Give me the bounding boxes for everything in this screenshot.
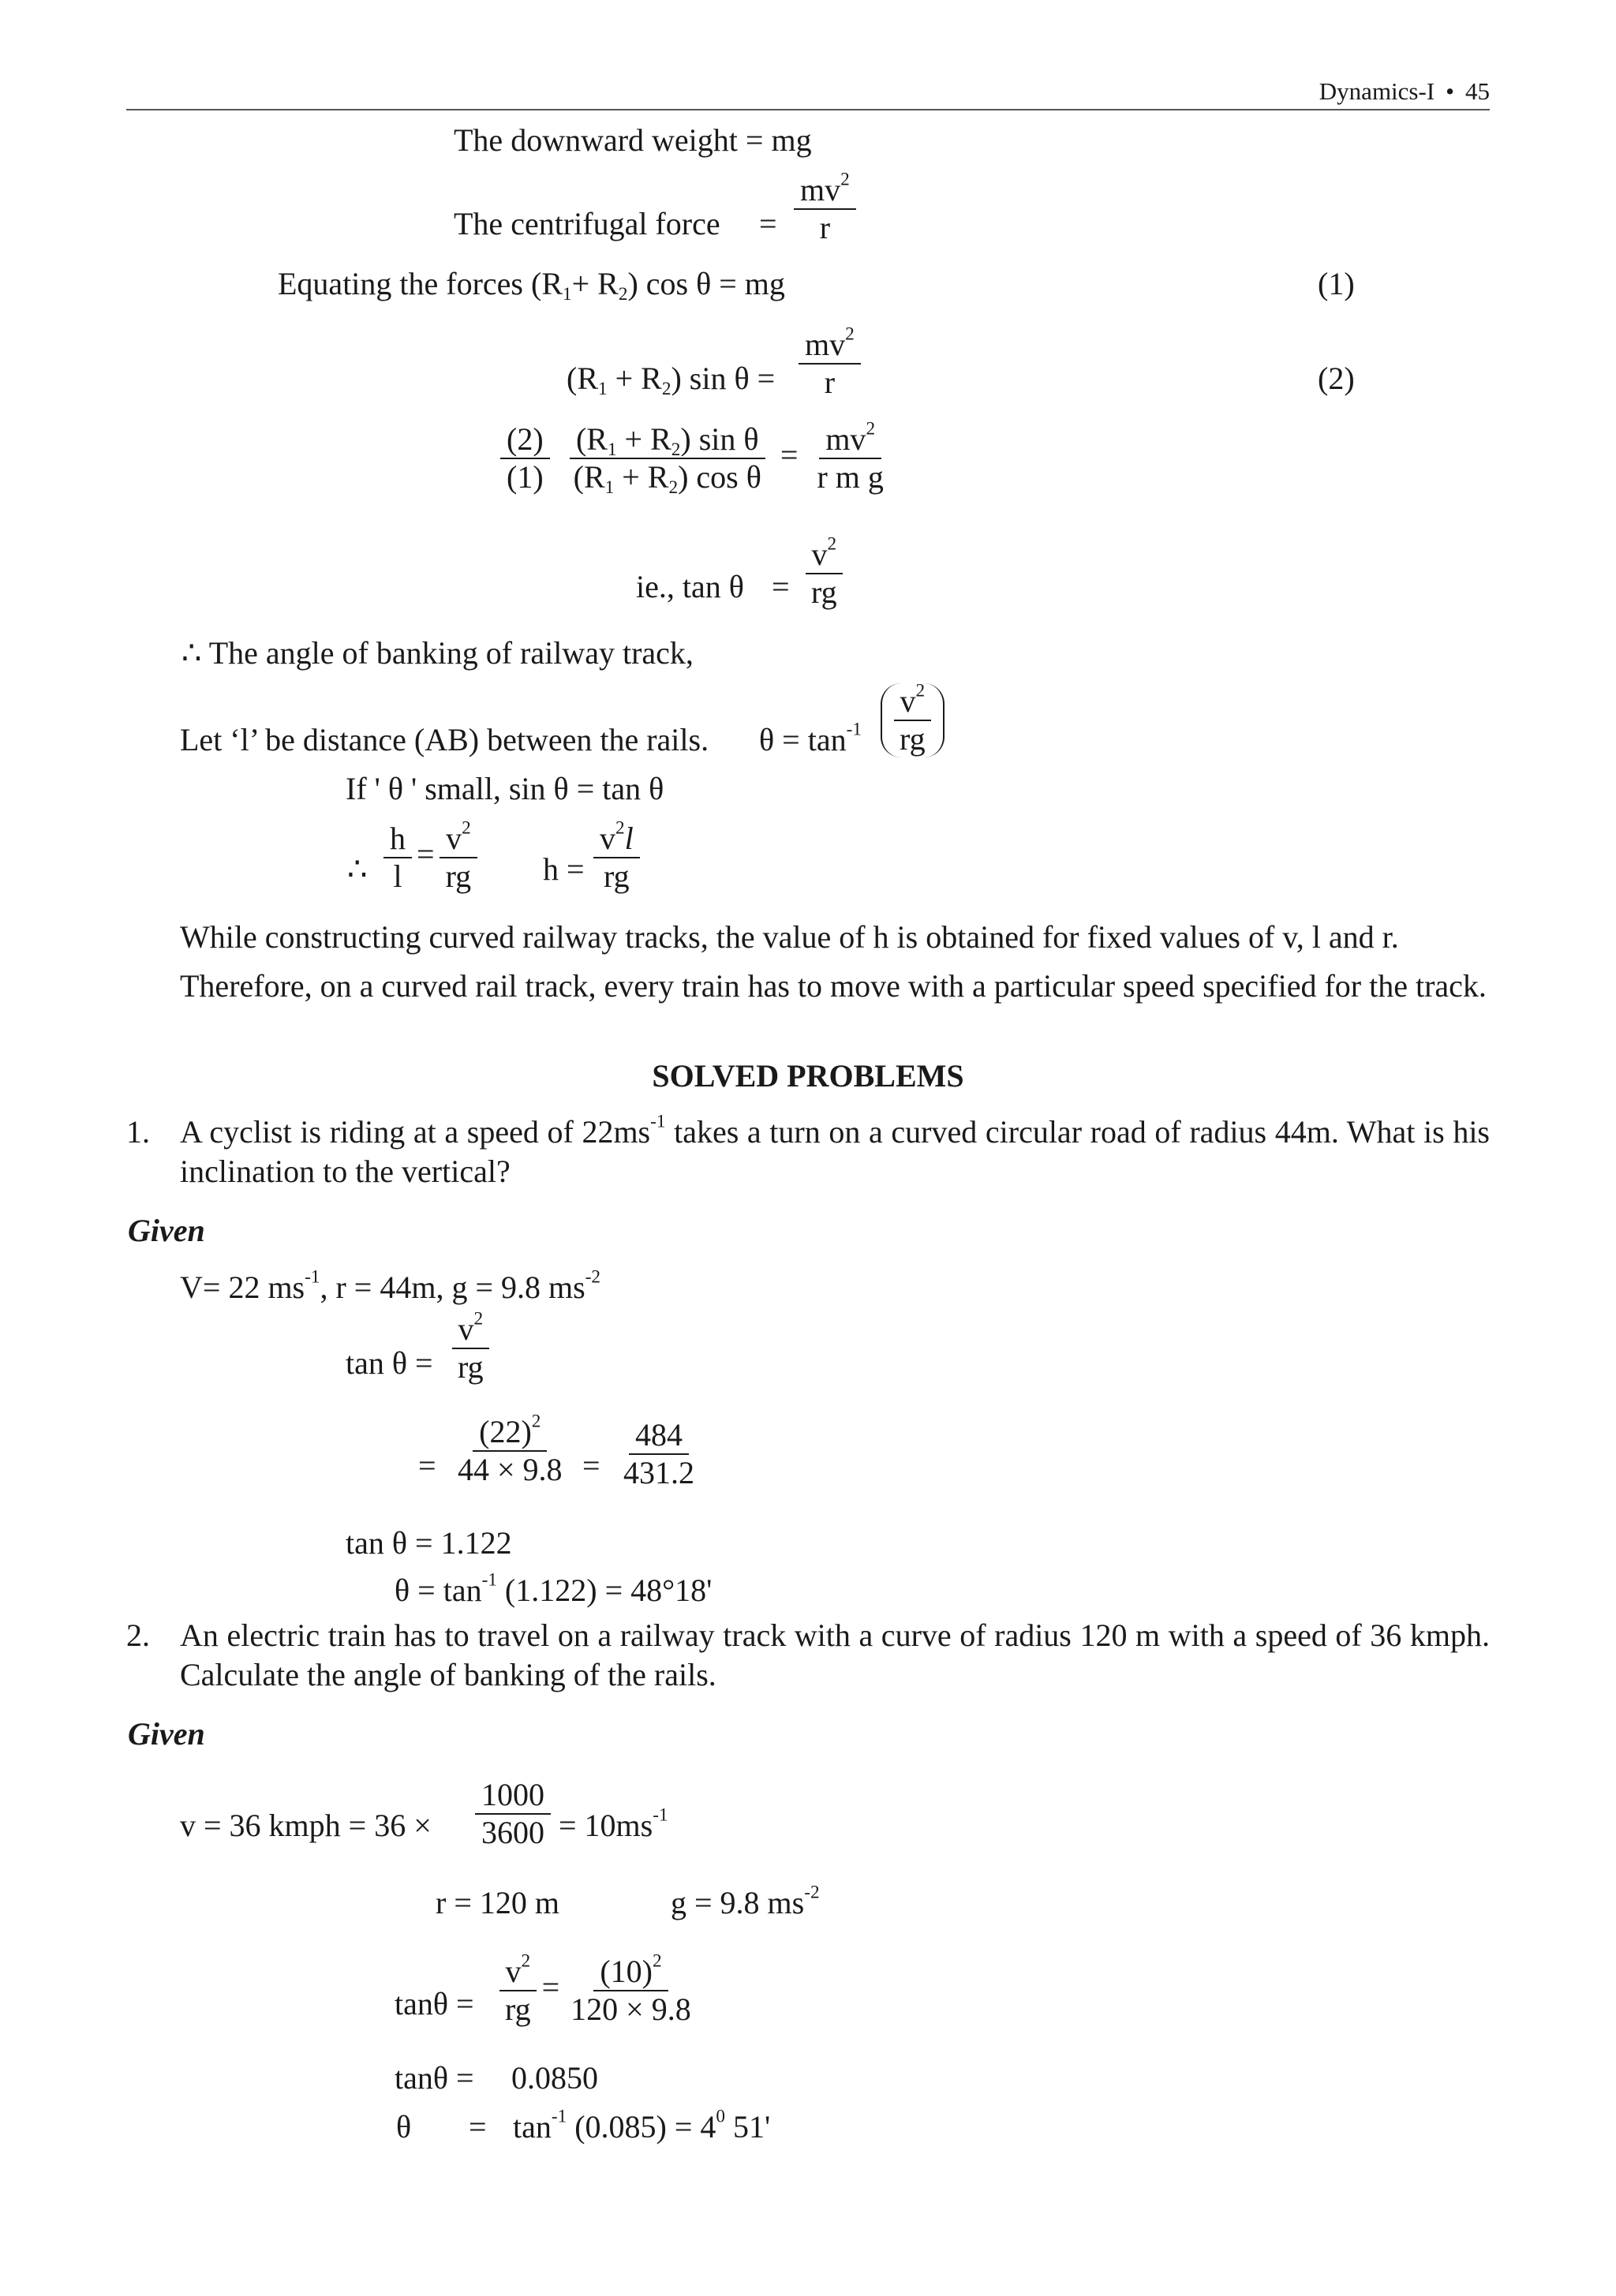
problem-2-v-result <box>559 1804 668 1843</box>
label-1: (1) <box>507 459 544 495</box>
problem-1-tan-lhs: tan θ = <box>346 1345 433 1381</box>
problem-2 <box>126 1616 1490 1695</box>
g-text: g = 9.8 ms <box>671 1885 805 1920</box>
if-small-line: If ' θ ' small, sin θ = tan θ <box>346 771 664 806</box>
num-1000: 1000 <box>475 1777 551 1815</box>
inverse-sup: -1 <box>481 1569 497 1591</box>
problem-2-tan-fractions <box>494 1950 702 2028</box>
fraction-v2-over-rg <box>805 533 844 611</box>
parenthesis-group <box>881 680 945 757</box>
label-2: (2) <box>500 421 550 459</box>
problem-1-text-a: A cyclist is riding at a speed of 22ms <box>180 1114 651 1150</box>
problem-2-tan-value-label: tanθ = <box>395 2060 474 2096</box>
therefore-symbol: ∴ <box>347 851 368 887</box>
sub2: 2 <box>668 477 679 498</box>
problem-2-v-fraction <box>470 1777 556 1851</box>
square-sup: 2 <box>840 169 850 190</box>
fraction-v2-over-rg <box>499 1950 537 2028</box>
problem-2-v-line: v = 36 kmph = 36 × <box>180 1808 432 1843</box>
centrifugal-eq-sign: = <box>759 206 777 241</box>
h-formula-fraction <box>589 817 645 895</box>
eq2-a: (R <box>567 361 598 396</box>
fraction-numerator <box>799 323 861 365</box>
square-sup: 2 <box>615 817 625 839</box>
g-sup: -2 <box>804 1882 820 1903</box>
l-italic: l <box>624 821 634 856</box>
mv2-numerator <box>819 418 881 459</box>
problem-2-text: An electric train has to travel on a railway track with a curve of radius 120 m with a speed of 36 kmph. Calculate the angle of banking of the rails. <box>180 1617 1490 1692</box>
eq1-rest: ) cos θ = mg <box>627 266 785 301</box>
weight-line: The downward weight = mg <box>454 122 812 158</box>
num-10 <box>593 1950 668 1991</box>
problem-1-text-b: takes a turn on a curved circular road of radius 44m. What is his inclination to the vertical? <box>180 1114 1490 1189</box>
mv-text: mv <box>800 172 841 208</box>
fraction-v2-over-rg <box>893 680 932 757</box>
theta-paren-fraction <box>881 680 945 757</box>
fraction-mv2-over-r-2 <box>799 323 861 401</box>
centrifugal-force-eq <box>454 181 720 241</box>
r-open: (R <box>575 421 608 457</box>
rg-denominator: rg <box>811 574 837 610</box>
centrifugal-label: The centrifugal force <box>454 206 720 241</box>
eq2-sub1: 1 <box>598 378 608 399</box>
equation-number-1: (1) <box>1318 266 1355 301</box>
v2-numerator <box>499 1950 537 1991</box>
eq1-sub2: 2 <box>618 283 628 305</box>
problem-2-tan-value: 0.0850 <box>511 2060 598 2096</box>
theta-tan: θ = tan <box>759 722 847 757</box>
equation-2-lhs <box>567 361 776 399</box>
minutes: 51' <box>725 2109 771 2145</box>
num-22-text: (22) <box>479 1414 532 1449</box>
given-sup1: -1 <box>305 1266 320 1288</box>
fraction-484-over-4312 <box>617 1417 701 1491</box>
explanation-paragraphs <box>126 917 1490 1007</box>
fraction-v2l-over-rg <box>593 817 640 895</box>
problem-2-theta-result <box>513 2106 771 2145</box>
eq2-sub2: 2 <box>661 378 671 399</box>
problem-1-eq-sign-b: = <box>582 1448 600 1483</box>
h-numerator: h <box>383 821 412 858</box>
problem-1-numeric-fraction <box>612 1417 705 1491</box>
running-header <box>1319 79 1490 103</box>
problem-1-given: Given <box>128 1213 205 1248</box>
problem-1-number: 1. <box>126 1114 150 1150</box>
v-text: v <box>458 1311 474 1347</box>
eq1-sub1: 1 <box>563 283 572 305</box>
problem-2-given: Given <box>128 1716 205 1752</box>
rg-denominator: rg <box>900 721 926 757</box>
equation-number-2: (2) <box>1318 361 1355 396</box>
fraction-denominator: r <box>824 365 836 400</box>
square-sup: 2 <box>652 1950 662 1972</box>
given-r-g: , r = 44m, g = 9.8 ms <box>320 1270 585 1305</box>
header-separator: • <box>1446 77 1454 105</box>
rmg-denominator: r m g <box>817 459 884 495</box>
v2-numerator <box>806 533 844 574</box>
ie-fraction <box>800 533 848 611</box>
equation-1 <box>278 266 785 305</box>
h-over-l-equation <box>379 817 482 895</box>
r-open: (R <box>573 459 605 495</box>
eq2-c: ) sin θ = <box>671 361 776 396</box>
theta-tan: tan <box>513 2109 552 2145</box>
inverse-sup: -1 <box>551 2106 567 2127</box>
header-rule <box>126 109 1490 110</box>
paragraph-constructing: While constructing curved railway tracks, the value of h is obtained for fixed values of v, l and r. <box>180 919 1399 955</box>
solved-problems-heading: SOLVED PROBLEMS <box>652 1058 964 1094</box>
mv-text: mv <box>825 421 866 457</box>
cos-text: ) cos θ <box>678 459 761 495</box>
given-sup2: -2 <box>585 1266 601 1288</box>
square-sup: 2 <box>531 1411 541 1432</box>
fraction-1000-over-3600 <box>475 1777 551 1851</box>
v-text: v <box>900 683 916 719</box>
sin-text: ) sin θ <box>680 421 759 457</box>
sub2: 2 <box>671 439 681 460</box>
degree-sup: 0 <box>716 2106 725 2127</box>
fraction-h-over-l <box>383 821 412 895</box>
given-v: V= 22 ms <box>180 1270 305 1305</box>
square-sup: 2 <box>462 817 471 839</box>
sub1: 1 <box>604 477 615 498</box>
equation-2-rhs <box>794 323 866 401</box>
header-section: Dynamics-I <box>1319 77 1435 105</box>
problem-1-text <box>180 1112 1490 1191</box>
problem-2-tan-lhs: tanθ = <box>395 1986 474 2021</box>
v-text: v <box>811 537 828 572</box>
plus-r: + R <box>614 459 669 495</box>
fraction-v2-over-rg <box>440 817 478 895</box>
eq-sign: = <box>417 836 435 873</box>
rg-denominator: rg <box>604 858 630 894</box>
square-sup: 2 <box>827 533 837 555</box>
problem-2-theta-eq: = <box>469 2109 487 2145</box>
den-120x98: 120 × 9.8 <box>570 1991 691 2027</box>
fraction-denominator: r <box>819 210 831 245</box>
square-sup: 2 <box>915 680 926 701</box>
let-line: Let ‘l’ be distance (AB) between the rails. <box>180 722 709 757</box>
eq1-text-a: Equating the forces (R <box>278 266 563 301</box>
fraction-mv2-over-r <box>794 169 856 246</box>
problem-2-number: 2. <box>126 1617 150 1653</box>
page-number: 45 <box>1465 77 1490 105</box>
theta-equation <box>759 719 862 757</box>
v-text: v <box>600 821 615 856</box>
plus-r: + R <box>616 421 671 457</box>
fraction-mv2-over-rmg <box>810 418 889 495</box>
problem-1-substitution <box>447 1411 574 1488</box>
eq2-b: + R <box>607 361 662 396</box>
theta-value: (1.122) = 48°18' <box>496 1572 713 1608</box>
fraction-v2-over-rg <box>451 1308 490 1385</box>
centrifugal-fraction <box>789 169 861 246</box>
paragraph-therefore: Therefore, on a curved rail track, every train has to move with a particular speed specified for the track. <box>180 968 1487 1004</box>
fraction-2-over-1 <box>500 421 550 495</box>
num-10-text: (10) <box>600 1954 653 1989</box>
v-text: v <box>446 821 462 856</box>
problem-2-r-line: r = 120 m <box>436 1885 559 1920</box>
v2-numerator <box>894 680 932 721</box>
rg-denominator: rg <box>505 1991 531 2027</box>
fraction-10sq-over-120x98 <box>564 1950 698 2028</box>
num-22 <box>473 1411 547 1452</box>
sub1: 1 <box>607 439 617 460</box>
v2l-numerator <box>593 817 640 858</box>
cos-denominator <box>567 459 768 498</box>
problem-2-theta-label: θ <box>396 2109 412 2145</box>
h-equals: h = <box>543 851 585 887</box>
v2-numerator <box>440 817 477 858</box>
inverse-sup: -1 <box>846 719 862 740</box>
den-4312: 431.2 <box>623 1455 694 1490</box>
theta-tan: θ = tan <box>395 1572 482 1608</box>
num-484: 484 <box>629 1417 689 1455</box>
ie-tan-theta: ie., tan θ <box>636 569 744 604</box>
angle-statement: ∴ The angle of banking of railway track, <box>181 635 694 671</box>
square-sup: 2 <box>845 323 855 345</box>
eq1-plus: + R <box>571 266 619 301</box>
v2-numerator <box>452 1308 490 1349</box>
inverse-sup: -1 <box>653 1804 668 1826</box>
l-denominator: l <box>393 858 402 894</box>
mv-text: mv <box>805 327 846 362</box>
fraction-sin-over-cos <box>567 421 768 498</box>
problem-1 <box>126 1112 1490 1191</box>
square-sup: 2 <box>866 418 876 439</box>
fraction-numerator <box>794 169 856 210</box>
ratio-eq-sign: = <box>780 437 799 473</box>
sin-numerator <box>570 421 765 459</box>
square-sup: 2 <box>521 1950 531 1972</box>
problem-1-given-values <box>180 1266 601 1305</box>
eq-sign: = <box>541 1969 560 2006</box>
problem-1-eq-sign-a: = <box>418 1448 436 1483</box>
problem-1-sup: -1 <box>650 1111 666 1132</box>
problem-2-g-line <box>671 1882 820 1920</box>
den-44x98: 44 × 9.8 <box>458 1452 563 1487</box>
problem-1-tan-fraction <box>447 1308 495 1385</box>
den-3600: 3600 <box>481 1815 544 1850</box>
v-text: v <box>505 1954 522 1989</box>
rg-denominator: rg <box>458 1349 484 1385</box>
v-result-text: = 10ms <box>559 1808 653 1843</box>
ratio-equation <box>496 418 895 498</box>
problem-1-theta-result <box>395 1569 713 1608</box>
theta-value: (0.085) = 4 <box>567 2109 716 2145</box>
ie-eq-sign: = <box>772 569 790 604</box>
rg-denominator: rg <box>445 858 472 894</box>
square-sup: 2 <box>473 1308 484 1329</box>
fraction-22sq-over-44x98 <box>451 1411 569 1488</box>
problem-1-tan-result: tan θ = 1.122 <box>346 1525 512 1561</box>
